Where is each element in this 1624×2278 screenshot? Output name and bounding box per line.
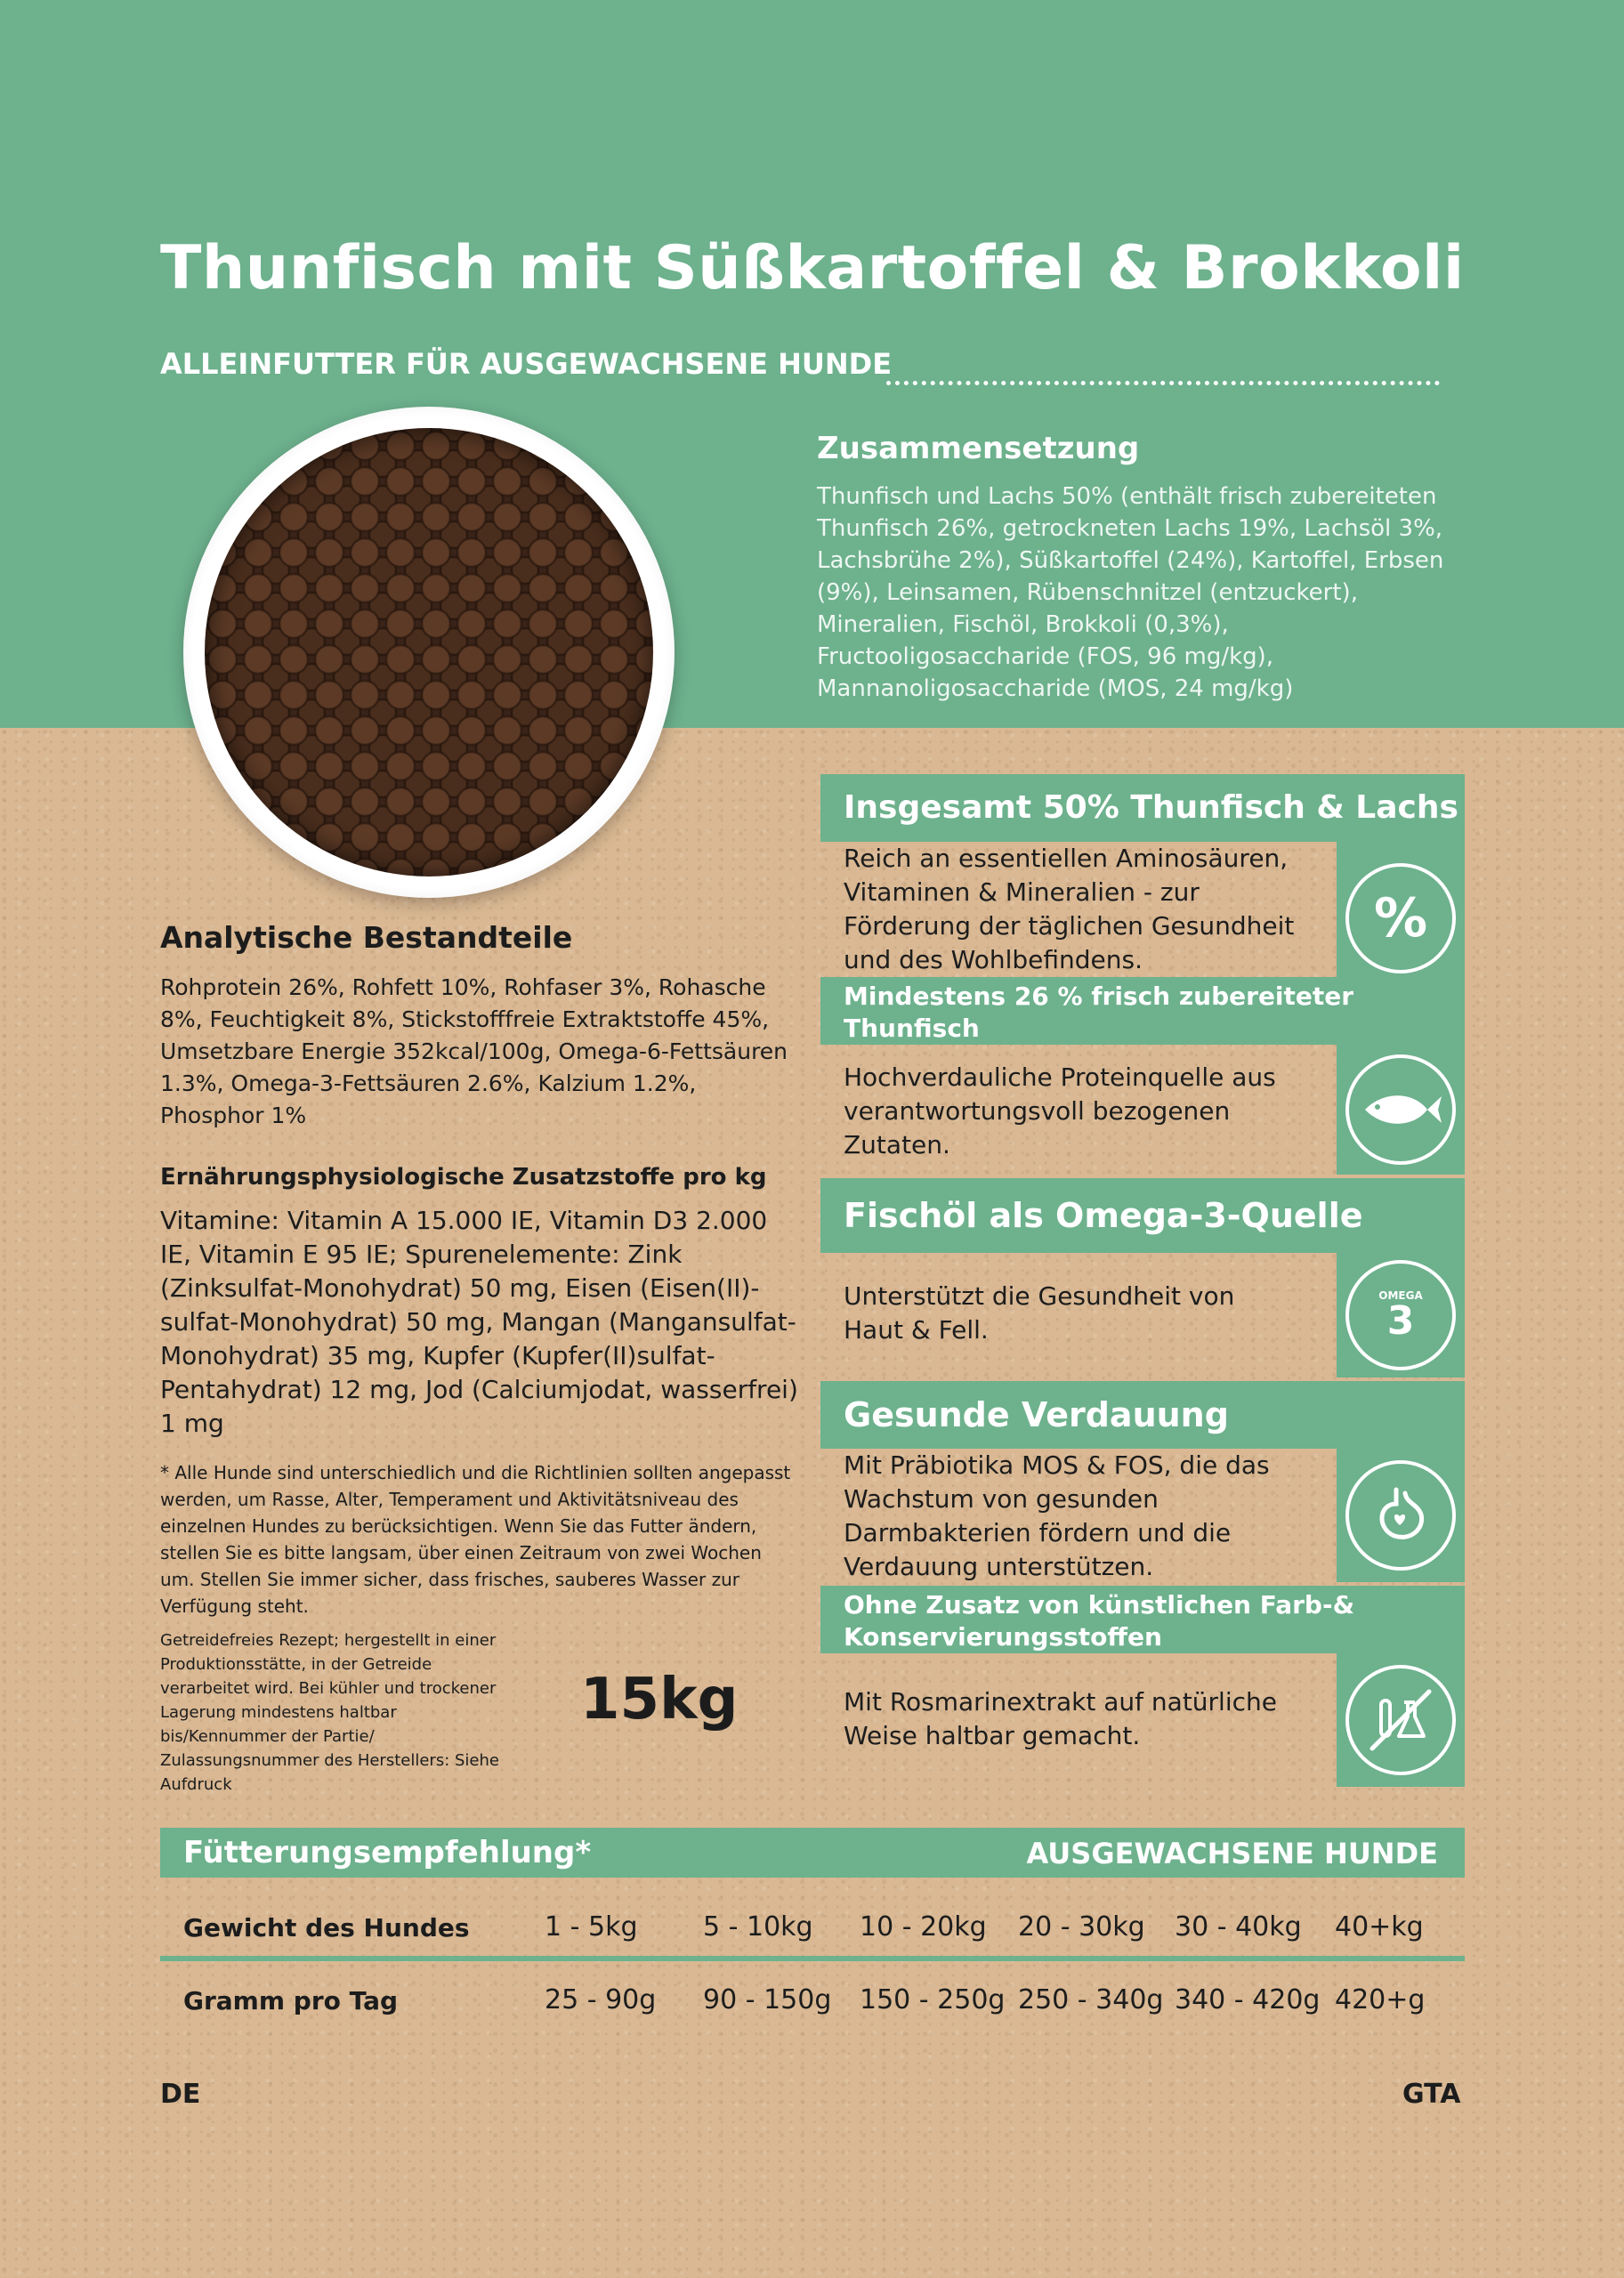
table-cell: 90 - 150g (703, 1984, 832, 2015)
no-chemicals-icon (1345, 1665, 1456, 1775)
table-cell: 1 - 5kg (545, 1911, 638, 1943)
feature-icon-box (1337, 1045, 1465, 1175)
package-weight: 15kg (580, 1667, 739, 1733)
feature-heading: Ohne Zusatz von künstlichen Farb-& Konservierungsstoffen (820, 1586, 1465, 1653)
feature-text: Mit Präbiotika MOS & FOS, die das Wachstum von gesunden Darmbakterien fördern und die Verdauung unterstützen. (844, 1450, 1270, 1581)
feature-icon-box (1337, 1253, 1465, 1377)
food-bowl-image (183, 407, 675, 898)
percent-icon: % (1345, 863, 1456, 973)
feature-icon-box (1337, 842, 1465, 995)
table-cell: 30 - 40kg (1175, 1911, 1302, 1943)
kibble-image (205, 428, 653, 876)
product-subtitle: ALLEINFUTTER FÜR AUSGEWACHSENE HUNDE (160, 347, 893, 381)
table-cell: 150 - 250g (860, 1984, 1006, 2015)
table-row (160, 1902, 1465, 1956)
feature-fresh-tuna (820, 977, 1465, 1175)
feature-heading: Fischöl als Omega-3-Quelle (820, 1178, 1465, 1253)
composition-heading: Zusammensetzung (817, 431, 1140, 466)
feature-digestion (820, 1381, 1465, 1582)
table-cell: 25 - 90g (545, 1984, 657, 2015)
additives-text: Vitamine: Vitamin A 15.000 IE, Vitamin D3 2.000 IE, Vitamin E 95 IE; Spurenelemente: Zink (Zinksulfat-Monohydrat) 50 mg, Eisen (Eisen(II)-sulfat-Monohydrat) 50 mg, Mangan (Mangansulfat-Monohydrat) 35 mg, Kupfer (Kupfer(II)sulfat-Pentahydrat) 12 mg, Jod (Calciumjodat, wasserfrei) 1 mg (160, 1206, 798, 1438)
feeding-note: * Alle Hunde sind unterschiedlich und die Richtlinien sollten angepasst werden, um Rasse, Alter, Temperament und Aktivitätsniveau des einzelnen Hundes zu berücksichtigen. Wenn Sie das Futter ändern, stellen Sie es bitte langsam, über einen Zeitraum von zwei Wochen um. Stellen Sie immer sicher, dass frisches, sauberes Wasser zur Verfügung steht. (160, 1462, 791, 1617)
table-cell: 420+g (1335, 1984, 1426, 2015)
feature-heading: Gesunde Verdauung (820, 1381, 1465, 1449)
omega3-drop-icon: OMEGA 3 (1345, 1260, 1456, 1370)
feeding-heading: Fütterungsempfehlung* (183, 1835, 592, 1870)
table-cell: 20 - 30kg (1018, 1911, 1145, 1943)
table-cell: 340 - 420g (1175, 1984, 1321, 2015)
dotted-divider (886, 381, 1440, 385)
analytical-text: Rohprotein 26%, Rohfett 10%, Rohfaser 3%, Rohasche 8%, Feuchtigkeit 8%, Stickstofffreie Extraktstoffe 45%, Umsetzbare Energie 352kcal/100g, Omega-6-Fettsäuren 1.3%, Omega-3-Fettsäuren 2.6%, Kalzium 1.2%, Phosphor 1% (160, 974, 788, 1128)
additives-heading: Ernährungsphysiologische Zusatzstoffe pro kg (160, 1164, 767, 1191)
analytical-heading: Analytische Bestandteile (160, 920, 573, 955)
feeding-target: AUSGEWACHSENE HUNDE (1026, 1837, 1438, 1870)
table-cell: 40+kg (1335, 1911, 1424, 1943)
table-divider (160, 1956, 1465, 1961)
fish-icon (1345, 1054, 1456, 1165)
feature-heading: Insgesamt 50% Thunfisch & Lachs (820, 774, 1465, 842)
composition-text: Thunfisch und Lachs 50% (enthält frisch zubereiteten Thunfisch 26%, getrockneten Lachs 19%, Lachsöl 3%, Lachsbrühe 2%), Süßkartoffel (24%), Kartoffel, Erbsen (9%), Leinsamen, Rübenschnitzel (entzuckert), Mineralien, Fischöl, Brokkoli (0,3%), Fructooligosaccharide (FOS, 96 mg/kg), Mannanoligosaccharide (MOS, 24 mg/kg) (817, 483, 1444, 702)
weight-row-label: Gewicht des Hundes (183, 1913, 470, 1943)
feature-text: Unterstützt die Gesundheit von Haut & Fell. (844, 1281, 1235, 1345)
feature-fish-oil (820, 1178, 1465, 1377)
grams-row-label: Gramm pro Tag (183, 1986, 399, 2015)
table-cell: 10 - 20kg (860, 1911, 987, 1943)
feature-tuna-salmon (820, 774, 1465, 975)
product-title: Thunfisch mit Süßkartoffel & Brokkoli (160, 233, 1465, 303)
stomach-heart-icon (1345, 1460, 1456, 1571)
feature-text: Mit Rosmarinextrakt auf natürliche Weise haltbar gemacht. (844, 1687, 1277, 1750)
feature-icon-box (1337, 1449, 1465, 1582)
feature-no-additives (820, 1586, 1465, 1787)
table-cell: 5 - 10kg (703, 1911, 813, 1943)
table-cell: 250 - 340g (1018, 1984, 1164, 2015)
feature-heading: Mindestens 26 % frisch zubereiteter Thunfisch (820, 977, 1465, 1045)
brand-code: GTA (1402, 2079, 1461, 2110)
feature-icon-box (1337, 1653, 1465, 1787)
storage-note: Getreidefreies Rezept; hergestellt in einer Produktionsstätte, in der Getreide verarbeitet wird. Bei kühler und trockener Lagerung mindestens haltbar bis/Kennummer der Partie/ Zulassungsnummer des Herstellers: Siehe Aufdruck (160, 1631, 499, 1794)
feature-text: Reich an essentiellen Aminosäuren, Vitaminen & Mineralien - zur Förderung der täglichen Gesundheit und des Wohlbefindens. (844, 844, 1295, 974)
table-row (160, 1975, 1465, 2029)
feature-text: Hochverdauliche Proteinquelle aus verantwortungsvoll bezogenen Zutaten. (844, 1062, 1276, 1159)
language-code: DE (160, 2079, 201, 2110)
feeding-header-bar (160, 1828, 1465, 1878)
